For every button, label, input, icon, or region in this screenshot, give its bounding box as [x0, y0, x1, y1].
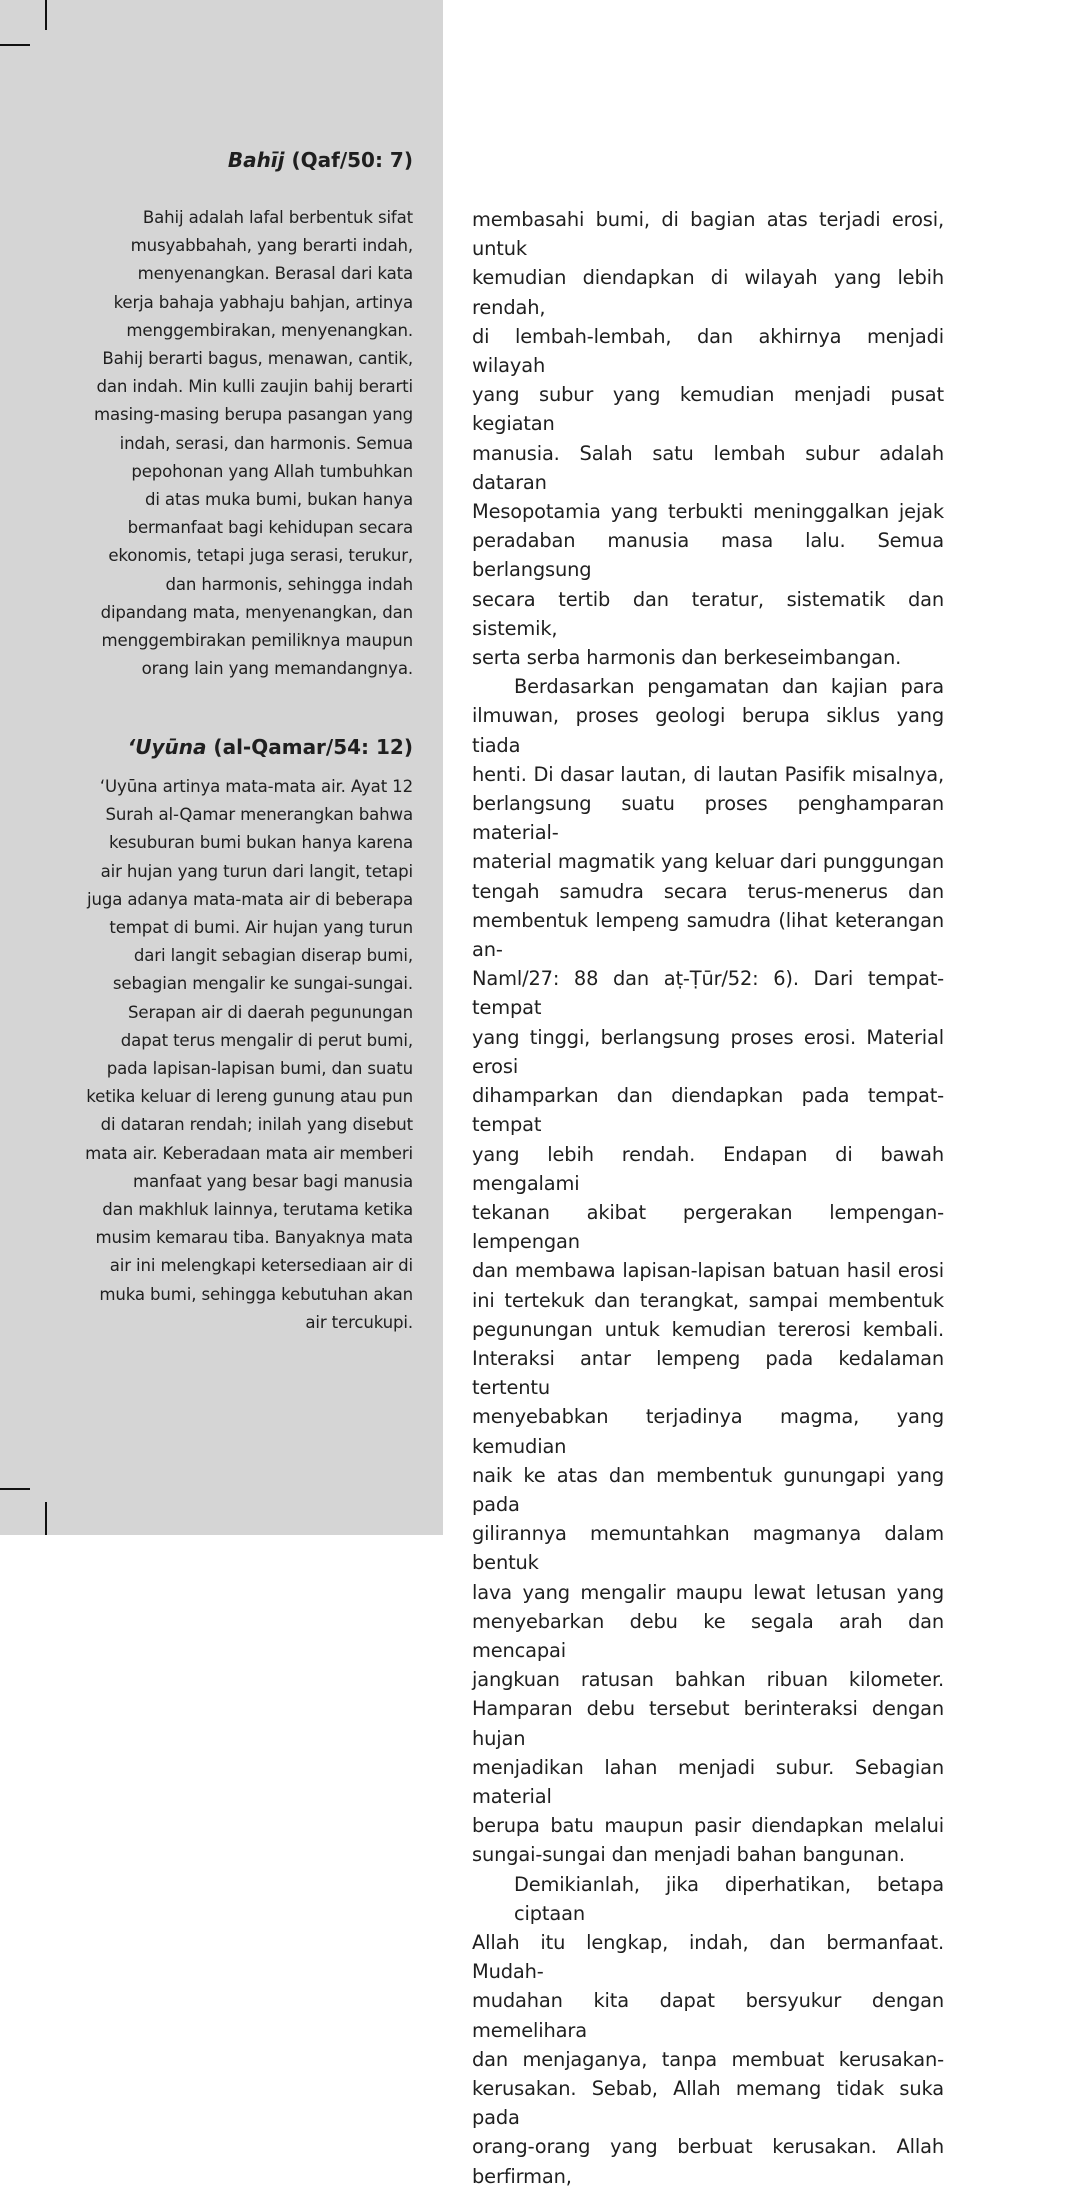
- text-line: juga adanya mata-mata air di beberapa: [87, 889, 413, 909]
- text-line: gilirannya memuntahkan magmanya dalam bentuk: [472, 1522, 944, 1575]
- text-line: peradaban manusia masa lalu. Semua berlangsung: [472, 529, 944, 582]
- text-line: muka bumi, sehingga kebutuhan akan: [99, 1284, 413, 1304]
- crop-mark-top-horizontal: [0, 44, 30, 46]
- glossary-title-bahij: Bahīj (Qaf/50: 7): [227, 148, 413, 172]
- text-line: air tercukupi.: [305, 1312, 413, 1332]
- text-line: dan menjaganya, tanpa membuat kerusakan-: [472, 2047, 944, 2071]
- text-line: pada lapisan-lapisan bumi, dan suatu: [106, 1059, 413, 1079]
- text-line: menggembirakan pemiliknya maupun: [101, 631, 413, 651]
- text-line: indah, serasi, dan harmonis. Semua: [119, 433, 413, 453]
- text-line: pepohonan yang Allah tumbuhkan: [131, 461, 413, 481]
- text-line: air ini melengkapi ketersediaan air di: [109, 1256, 413, 1276]
- text-line: tengah samudra secara terus-menerus dan: [472, 879, 944, 903]
- crop-mark-bottom-vertical: [45, 1502, 47, 1535]
- text-line: orang-orang yang berbuat kerusakan. Allah berfirman,: [472, 2135, 944, 2188]
- text-line: Interaksi antar lempeng pada kedalaman tertentu: [472, 1346, 944, 1400]
- text-line: menyebarkan debu ke segala arah dan mencapai: [472, 1609, 944, 1662]
- text-line: bermanfaat bagi kehidupan secara: [127, 518, 413, 538]
- text-line: membasahi bumi, di bagian atas terjadi erosi, untuk: [472, 208, 944, 261]
- text-line: naik ke atas dan membentuk gunungapi yang pada: [472, 1463, 944, 1516]
- text-line: kerja bahaja yabhaju bahjan, artinya: [113, 292, 413, 312]
- text-line: ilmuwan, proses geologi berupa siklus yang tiada: [472, 704, 944, 757]
- text-line: sebagian mengalir ke sungai-sungai.: [112, 974, 413, 994]
- text-line: Surah al-Qamar menerangkan bahwa: [105, 805, 413, 825]
- text-line: di dataran rendah; inilah yang disebut: [100, 1115, 413, 1135]
- text-line: dihamparkan dan diendapkan pada tempat-tempat: [472, 1084, 944, 1137]
- text-line: dan indah. Min kulli zaujin bahij berarti: [96, 377, 413, 397]
- crop-mark-top-vertical: [45, 0, 47, 30]
- main-body-text: [472, 205, 944, 2191]
- text-line: orang lain yang memandangnya.: [141, 659, 413, 679]
- text-line: Mesopotamia yang terbukti meninggalkan jejak: [472, 500, 944, 524]
- text-line: dapat terus mengalir di perut bumi,: [120, 1030, 413, 1050]
- text-line: Naml/27: 88 dan aṭ-Ṭūr/52: 6). Dari tempat-tempat: [472, 967, 944, 1020]
- glossary-text-uyuna: [80, 773, 413, 1337]
- text-line: yang subur yang kemudian menjadi pusat kegiatan: [472, 383, 944, 436]
- crop-mark-bottom-horizontal: [0, 1488, 30, 1490]
- text-line: serta serba harmonis dan berkeseimbangan.: [472, 646, 902, 670]
- text-line: Bahij adalah lafal berbentuk sifat: [142, 208, 413, 227]
- text-line: ‘Uyūna artinya mata-mata air. Ayat 12: [99, 777, 413, 796]
- text-line: pegunungan untuk kemudian tererosi kembali.: [472, 1317, 944, 1341]
- text-line: Allah itu lengkap, indah, dan bermanfaat. Mudah-: [472, 1930, 944, 1984]
- text-line: tekanan akibat pergerakan lempengan-lempengan: [472, 1200, 944, 1254]
- text-line: secara tertib dan teratur, sistematik dan sistemik,: [472, 587, 944, 640]
- text-line: dan makhluk lainnya, terutama ketika: [102, 1200, 413, 1220]
- text-line: ketika keluar di lereng gunung atau pun: [86, 1087, 413, 1107]
- text-line: kemudian diendapkan di wilayah yang lebih rendah,: [472, 266, 944, 319]
- text-line: musyabbahah, yang berarti indah,: [130, 236, 413, 256]
- text-line: menyebabkan terjadinya magma, yang kemudian: [472, 1405, 944, 1458]
- text-line: dipandang mata, menyenangkan, dan: [100, 602, 413, 622]
- text-line: air hujan yang turun dari langit, tetapi: [100, 861, 413, 881]
- text-line: dan harmonis, sehingga indah: [165, 574, 413, 594]
- text-line: manfaat yang besar bagi manusia: [132, 1171, 413, 1191]
- text-line: ini tertekuk dan terangkat, sampai membentuk: [472, 1288, 944, 1312]
- text-line: yang lebih rendah. Endapan di bawah mengalami: [472, 1142, 944, 1195]
- text-line: dan membawa lapisan-lapisan batuan hasil erosi: [472, 1259, 944, 1283]
- text-line: tempat di bumi. Air hujan yang turun: [109, 918, 413, 938]
- text-line: ekonomis, tetapi juga serasi, terukur,: [108, 546, 413, 566]
- text-line: berlangsung suatu proses penghamparan material-: [472, 792, 944, 845]
- text-line: yang tinggi, berlangsung proses erosi. Material erosi: [472, 1025, 944, 1078]
- text-line: Demikianlah, jika diperhatikan, betapa ciptaan: [514, 1872, 944, 1925]
- text-line: kerusakan. Sebab, Allah memang tidak suka pada: [472, 2077, 944, 2130]
- glossary-text-bahij: [80, 204, 413, 683]
- text-line: material magmatik yang keluar dari punggungan: [472, 850, 944, 874]
- text-line: di lembah-lembah, dan akhirnya menjadi wilayah: [472, 324, 944, 378]
- text-line: menyenangkan. Berasal dari kata: [137, 264, 413, 284]
- text-line: mata air. Keberadaan mata air memberi: [85, 1143, 413, 1163]
- text-line: berupa batu maupun pasir diendapkan melalui: [472, 1814, 944, 1838]
- text-line: di atas muka bumi, bukan hanya: [144, 490, 413, 510]
- text-line: membentuk lempeng samudra (lihat keterangan an-: [472, 908, 944, 962]
- text-line: masing-masing berupa pasangan yang: [93, 405, 413, 425]
- text-line: dari langit sebagian diserap bumi,: [133, 946, 413, 966]
- text-line: menjadikan lahan menjadi subur. Sebagian material: [472, 1755, 944, 1808]
- text-line: manusia. Salah satu lembah subur adalah dataran: [472, 441, 944, 494]
- text-line: Berdasarkan pengamatan dan kajian para: [514, 675, 944, 699]
- text-line: musim kemarau tiba. Banyaknya mata: [95, 1228, 413, 1248]
- text-line: jangkuan ratusan bahkan ribuan kilometer.: [472, 1668, 944, 1692]
- text-line: henti. Di dasar lautan, di lautan Pasifik misalnya,: [472, 762, 944, 786]
- text-line: kesuburan bumi bukan hanya karena: [108, 833, 413, 853]
- glossary-entry-bahij: [80, 148, 413, 172]
- text-line: menggembirakan, menyenangkan.: [126, 320, 413, 340]
- text-line: mudahan kita dapat bersyukur dengan memelihara: [472, 1989, 944, 2042]
- text-line: sungai-sungai dan menjadi bahan bangunan.: [472, 1843, 905, 1867]
- text-line: Hamparan debu tersebut berinteraksi dengan hujan: [472, 1697, 944, 1750]
- text-line: Bahij berarti bagus, menawan, cantik,: [102, 349, 413, 369]
- text-line: Serapan air di daerah pegunungan: [128, 1002, 413, 1022]
- glossary-title-uyuna: ‘Uyūna (al-Qamar/54: 12): [127, 735, 413, 759]
- text-line: lava yang mengalir maupu lewat letusan yang: [472, 1580, 944, 1604]
- glossary-entry-uyuna: [80, 735, 413, 759]
